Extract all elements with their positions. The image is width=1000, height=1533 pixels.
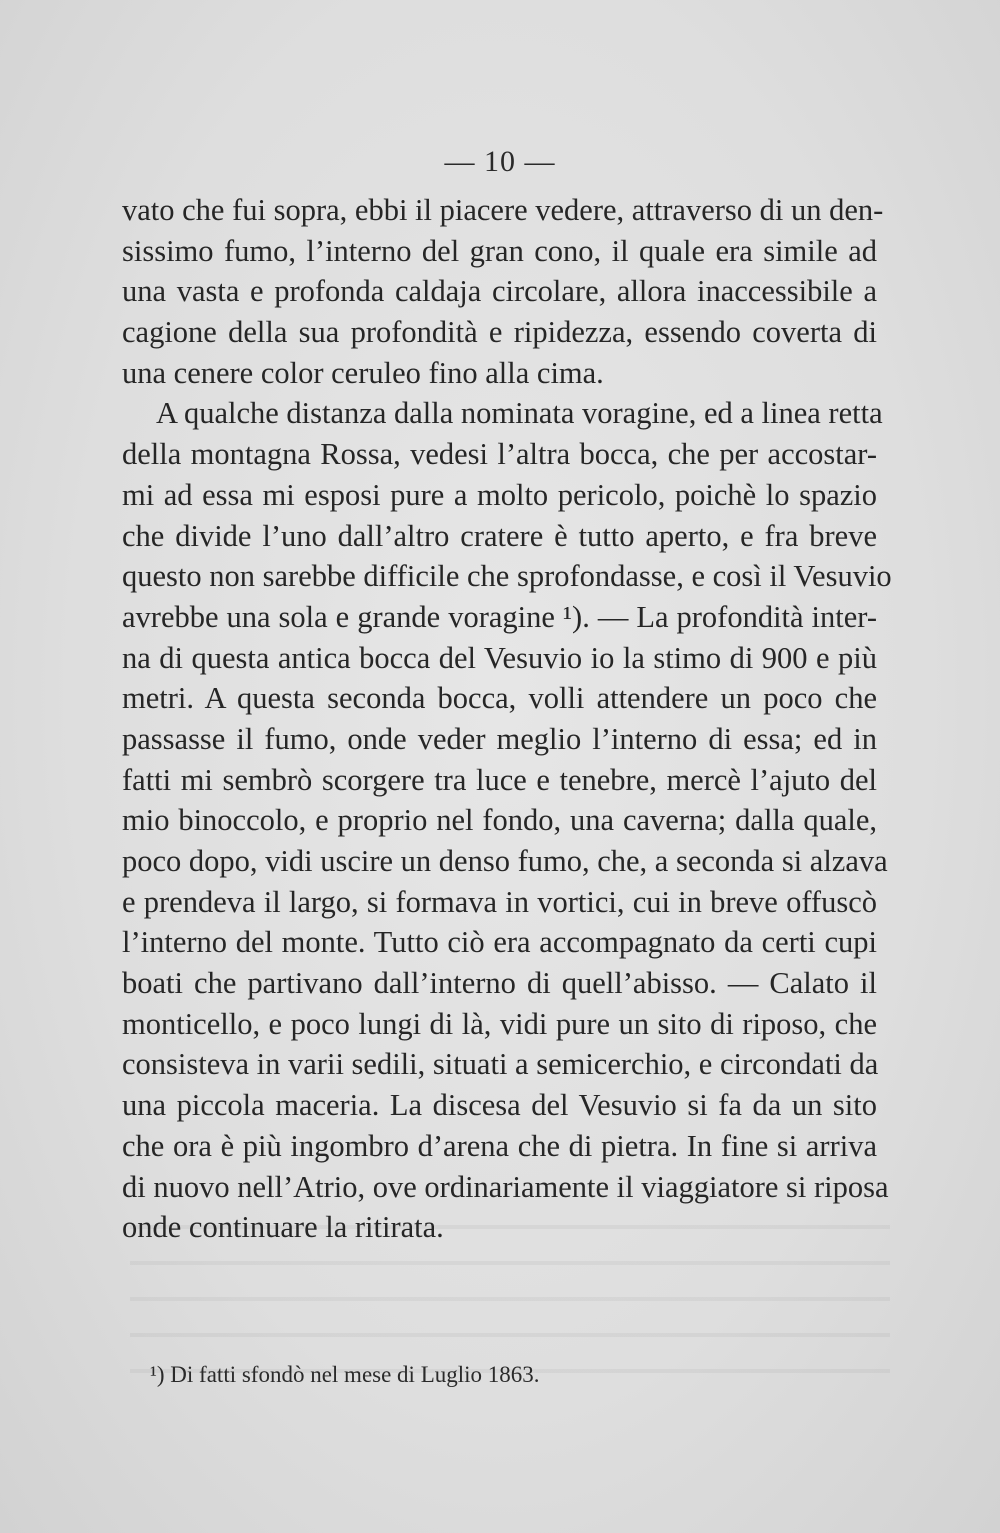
text-line: mio binoccolo, e proprio nel fondo, una caverna; dalla quale, bbox=[122, 803, 877, 838]
page-number: — 10 — bbox=[444, 145, 556, 178]
text-line: che ora è più ingombro d’arena che di pietra. In fine si arriva bbox=[122, 1128, 877, 1163]
text-line: sissimo fumo, l’interno del gran cono, il quale era simile ad bbox=[122, 233, 877, 268]
text-line: vato che fui sopra, ebbi il piacere vedere, attraverso di un den- bbox=[122, 193, 884, 227]
text-line: boati che partivano dall’interno di quell’abisso. — Calato il bbox=[122, 966, 877, 1001]
footnote: ¹) Di fatti sfondò nel mese di Luglio 1863. bbox=[150, 1362, 540, 1387]
text-line: consisteva in varii sedili, situati a semicerchio, e circondati da bbox=[122, 1047, 879, 1082]
text-line: della montagna Rossa, vedesi l’altra bocca, che per accostar- bbox=[122, 437, 877, 472]
text-line: l’interno del monte. Tutto ciò era accompagnato da certi cupi bbox=[122, 925, 877, 960]
text-line: onde continuare la ritirata. bbox=[122, 1210, 444, 1245]
text-line: questo non sarebbe difficile che sprofondasse, e così il Vesuvio bbox=[122, 559, 892, 594]
text-line: di nuovo nell’Atrio, ove ordinariamente il viaggiatore si riposa bbox=[122, 1169, 889, 1204]
text-line: cagione della sua profondità e ripidezza, essendo coverta di bbox=[122, 315, 877, 350]
text-line: na di questa antica bocca del Vesuvio io la stimo di 900 e più bbox=[122, 640, 877, 675]
text-line: e prendeva il largo, si formava in vortici, cui in breve offuscò bbox=[122, 884, 877, 919]
text-line: poco dopo, vidi uscire un denso fumo, che, a seconda si alzava bbox=[122, 844, 888, 878]
text-line: una cenere color ceruleo fino alla cima. bbox=[122, 355, 604, 390]
text-line: mi ad essa mi esposi pure a molto pericolo, poichè lo spazio bbox=[122, 477, 877, 512]
text-line: passasse il fumo, onde veder meglio l’interno di essa; ed in bbox=[122, 721, 877, 756]
text-line: monticello, e poco lungi di là, vidi pure un sito di riposo, che bbox=[122, 1006, 877, 1041]
text-line: fatti mi sembrò scorgere tra luce e tenebre, mercè l’ajuto del bbox=[122, 762, 877, 797]
text-line: una piccola maceria. La discesa del Vesuvio si fa da un sito bbox=[122, 1088, 877, 1123]
body-text bbox=[122, 190, 892, 1248]
text-line: metri. A questa seconda bocca, volli attendere un poco che bbox=[122, 681, 877, 716]
text-line: una vasta e profonda caldaja circolare, allora inaccessibile a bbox=[122, 274, 877, 309]
text-line: avrebbe una sola e grande voragine ¹). — La profondità inter- bbox=[122, 599, 877, 634]
text-line: A qualche distanza dalla nominata voragine, ed a linea retta bbox=[156, 396, 883, 431]
text-line: che divide l’uno dall’altro cratere è tutto aperto, e fra breve bbox=[122, 518, 877, 553]
